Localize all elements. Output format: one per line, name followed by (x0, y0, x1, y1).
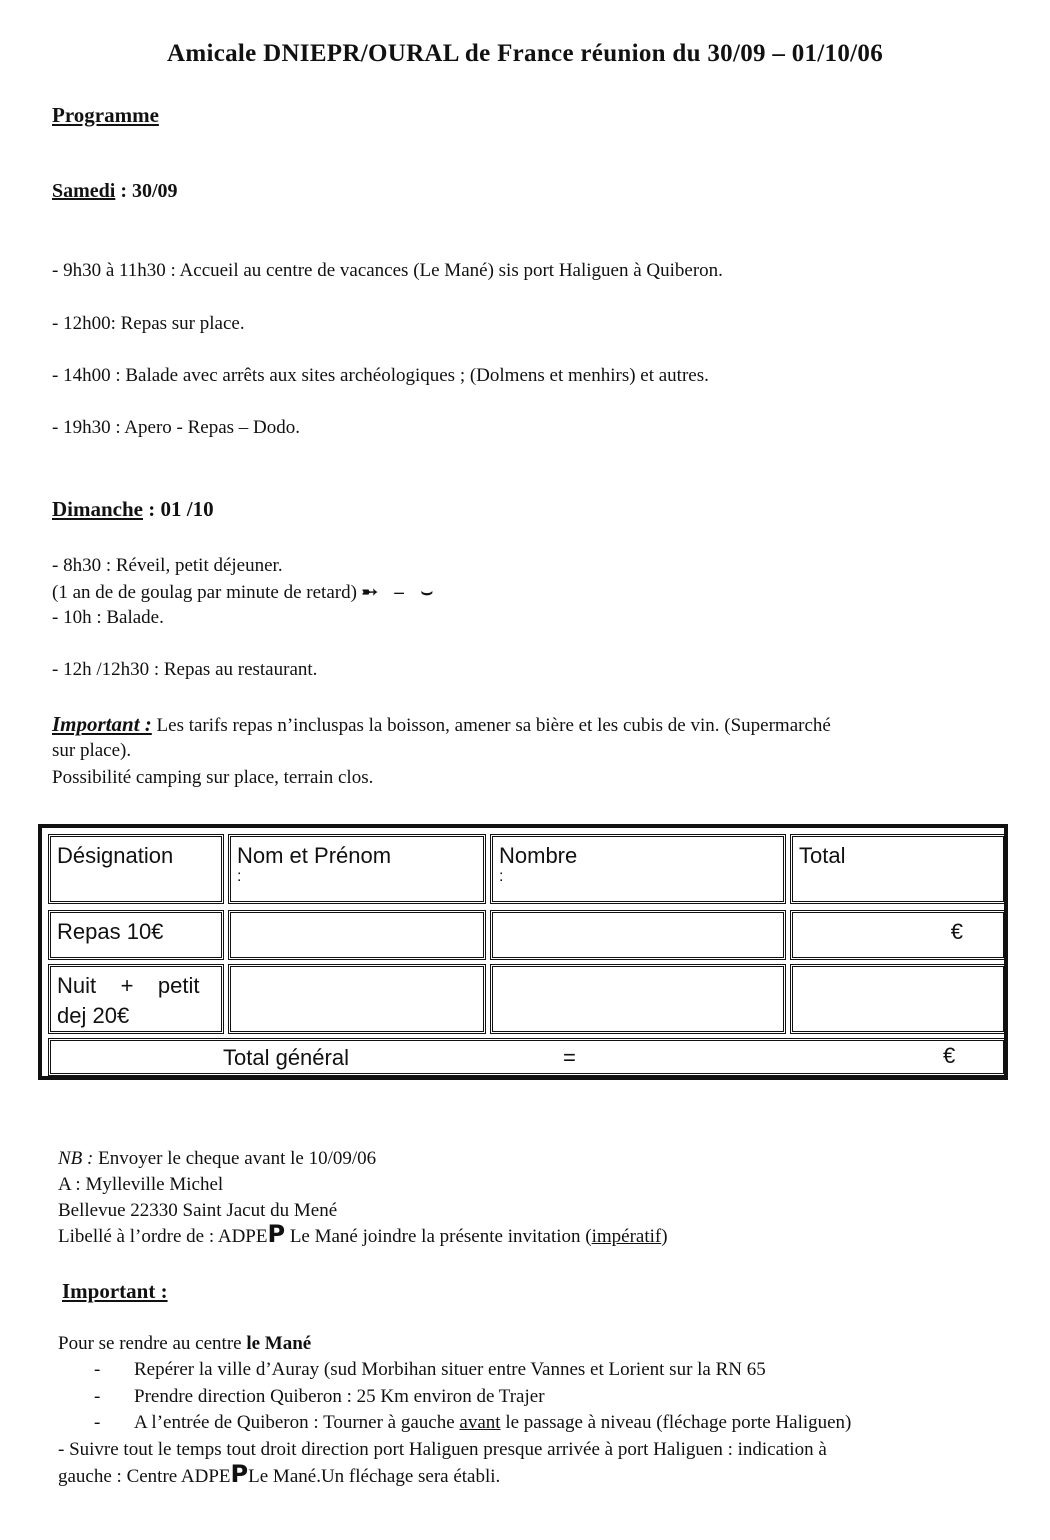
dimanche-item-4: - 12h /12h30 : Repas au restaurant. (52, 659, 318, 680)
order-form-table (38, 824, 1008, 1080)
directions-bullet-3: - A l’entrée de Quiberon : Tourner à gauche avant le passage à niveau (fléchage porte Haliguen) (94, 1412, 852, 1433)
nb-label: NB : (58, 1148, 94, 1169)
header-nombre: Nombre : (490, 834, 786, 904)
samedi-heading: Samedi : 30/09 (52, 180, 178, 202)
important-note-line-3: Possibilité camping sur place, terrain clos. (52, 767, 374, 788)
row-repas-nombre-field[interactable] (490, 910, 786, 960)
nb-line-1: NB : Envoyer le cheque avant le 10/09/06 (58, 1148, 377, 1169)
total-general-euro: € (943, 1043, 956, 1068)
total-general-row (48, 1038, 1006, 1076)
row-nuit-designation: Nuit + petit dej 20€ (48, 964, 224, 1034)
row-repas-nom-field[interactable] (228, 910, 486, 960)
row-nuit-total-field[interactable] (790, 964, 1006, 1034)
programme-heading: Programme (52, 103, 159, 127)
important-note-line-1: Important : Les tarifs repas n’incluspas la boisson, amener sa bière et les cubis de vin. (Supermarché (52, 712, 831, 736)
row-repas-designation: Repas 10€ (48, 910, 224, 960)
samedi-item-1: - 9h30 à 11h30 : Accueil au centre de vacances (Le Mané) sis port Haliguen à Quiberon. (52, 260, 723, 281)
document-title: Amicale DNIEPR/OURAL de France réunion du 30/09 – 01/10/06 (166, 40, 883, 67)
directions-final-2: gauche : Centre ADPEPLe Mané.Un fléchage sera établi. (58, 1460, 501, 1488)
important-note-line-2: sur place). (52, 740, 132, 761)
directions-intro: Pour se rendre au centre le Mané (58, 1333, 312, 1354)
dimanche-item-1: - 8h30 : Réveil, petit déjeuner. (52, 555, 283, 576)
dimanche-item-2: (1 an de de goulag par minute de retard) ➸ – ⌣ (52, 582, 440, 603)
header-designation: Désignation (48, 834, 224, 904)
total-general-equals: = (563, 1045, 576, 1070)
samedi-item-2: - 12h00: Repas sur place. (52, 313, 245, 334)
dimanche-item-3: - 10h : Balade. (52, 607, 164, 628)
row-repas-total-field[interactable]: € (790, 910, 1006, 960)
important-directions-heading: Important : (62, 1279, 168, 1303)
total-general-label: Total général (223, 1045, 349, 1070)
nb-line-3: Bellevue 22330 Saint Jacut du Mené (58, 1200, 338, 1221)
nb-line-4: Libellé à l’ordre de : ADPEP Le Mané joindre la présente invitation (impératif) (58, 1220, 668, 1248)
dimanche-heading: Dimanche : 01 /10 (52, 497, 214, 521)
row-nuit-nombre-field[interactable] (490, 964, 786, 1034)
nb-line-2: A : Mylleville Michel (58, 1174, 224, 1195)
directions-bullet-1: - Repérer la ville d’Auray (sud Morbihan situer entre Vannes et Lorient sur la RN 65 (94, 1359, 766, 1380)
header-nom-prenom: Nom et Prénom : (228, 834, 486, 904)
header-total: Total (790, 834, 1006, 904)
samedi-item-4: - 19h30 : Apero - Repas – Dodo. (52, 417, 301, 438)
directions-final-1: - Suivre tout le temps tout droit direction port Haliguen presque arrivée à port Haliguen : indication à (58, 1439, 827, 1460)
directions-bullet-2: - Prendre direction Quiberon : 25 Km environ de Trajer (94, 1386, 545, 1407)
important-label: Important : (52, 712, 152, 736)
samedi-item-3: - 14h00 : Balade avec arrêts aux sites archéologiques ; (Dolmens et menhirs) et autres. (52, 365, 709, 386)
handwritten-arrows: ➸ – ⌣ (361, 582, 440, 603)
row-nuit-nom-field[interactable] (228, 964, 486, 1034)
handwritten-p: P (230, 1460, 249, 1488)
handwritten-p: P (267, 1220, 286, 1248)
